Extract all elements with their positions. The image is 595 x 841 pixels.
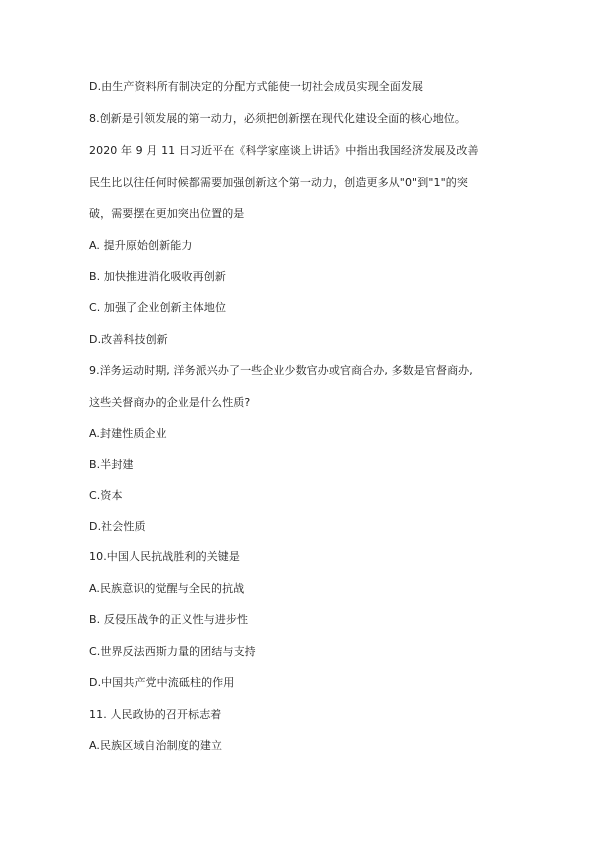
option-9d: D.社会性质 [89, 520, 146, 533]
option-10d: D.中国共产党中流砥柱的作用 [89, 676, 235, 689]
option-10c: C.世界反法西斯力量的团结与支持 [89, 645, 256, 658]
option-9b: B.半封建 [89, 458, 134, 471]
question-8-stem-line3: 民生比以往任何时候都需要加强创新这个第一动力，创造更多从"0"到"1"的突 [89, 176, 468, 189]
option-10b: B. 反侵压战争的正义性与进步性 [89, 613, 249, 626]
question-9-stem: 9.洋务运动时期, 洋务派兴办了一些企业少数官办或官商合办, 多数是官督商办, [89, 364, 473, 377]
question-10-stem: 10.中国人民抗战胜利的关键是 [89, 550, 240, 563]
option-8d: D.改善科技创新 [89, 333, 168, 346]
option-9c: C.资本 [89, 489, 123, 502]
question-11-stem: 11. 人民政协的召开标志着 [89, 708, 222, 721]
option-8a: A. 提升原始创新能力 [89, 239, 193, 252]
question-8-stem: 8.创新是引领发展的第一动力，必须把创新摆在现代化建设全面的核心地位。 [89, 112, 466, 125]
option-7d: D.由生产资料所有制决定的分配方式能使一切社会成员实现全面发展 [89, 80, 424, 93]
option-8b: B. 加快推进消化吸收再创新 [89, 270, 226, 283]
option-9a: A.封建性质企业 [89, 427, 167, 440]
question-9-stem-line2: 这些关督商办的企业是什么性质? [89, 396, 251, 409]
question-8-stem-line2: 2020 年 9 月 11 日习近平在《科学家座谈上讲话》中指出我国经济发展及改善 [89, 144, 479, 157]
question-8-stem-line4: 破，需要摆在更加突出位置的是 [89, 207, 245, 220]
option-10a: A.民族意识的觉醒与全民的抗战 [89, 582, 245, 595]
option-8c: C. 加强了企业创新主体地位 [89, 301, 227, 314]
option-11a: A.民族区域自治制度的建立 [89, 739, 223, 752]
